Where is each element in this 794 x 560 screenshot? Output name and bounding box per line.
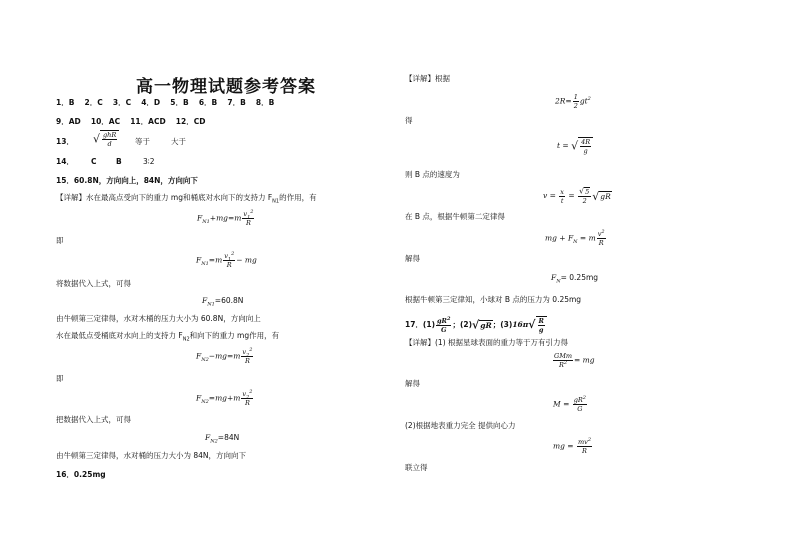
q17-detail: 【详解】(1) 根据星球表面的重力等于万有引力得 [405, 338, 569, 347]
q15-result-2: $F_{N2}=84N$ [205, 433, 240, 445]
q16-de: 得 [405, 116, 413, 125]
q15-ji-1: 即 [56, 236, 64, 245]
q16-newton-3: 根据牛顿第三定律知，小球对 B 点的压力为 0.25mg [405, 295, 582, 304]
q14-answer-c: C [91, 157, 97, 166]
q16-jiede-1: 解得 [405, 254, 420, 263]
q15-newton-2: 由牛顿第三定律得，水对桶的压力大小为 84N，方向向下 [56, 451, 247, 460]
q17-equation-2: M = $\frac{gR^2}{G}$ [553, 394, 586, 413]
q16-result: $F_N= 0.25mg$ [551, 273, 599, 285]
q17-equation-3: mg = $\frac{mv^2}{R}$ [553, 436, 591, 455]
q15-equation-3: $F_{N2}-mg=m$ $\frac{v_2^2}{R}$ [196, 346, 253, 365]
answers-row-2: 9．AD 10．AC 11．ACD 12．CD [56, 117, 206, 126]
q14-answer-b: B [116, 157, 122, 166]
q17-jiede: 解得 [405, 379, 420, 388]
q17-part-2: (2)根据地表重力完全 提供向心力 [405, 421, 516, 430]
q15-newton-1: 由牛顿第三定律得，水对木桶的压力大小为 60.8N，方向向上 [56, 314, 261, 323]
q15-equation-2: $F_{N1}=m$ $\frac{v_1^2}{R}$ − mg [196, 250, 257, 269]
q16-b-speed: 则 B 点的速度为 [405, 170, 460, 179]
q16-equation-3: v = $\frac{x}{t}$ = $\frac{√5}{2}$ √gR [543, 186, 611, 205]
q15-result-1: $F_{N1}=60.8N$ [202, 296, 244, 308]
q13-greater: 大于 [171, 137, 186, 146]
q16-equation-2: t = √ $\frac{4R}{g}$ [557, 137, 593, 155]
q15-detail-1: 【详解】水在最高点受向下的重力 mg和桶底对水向下的支持力 $F_{N1}$的作用，有 [56, 193, 317, 205]
q13-equal: 等于 [135, 137, 150, 146]
q15-equation-4: $F_{N2}=mg+m$ $\frac{v_2^2}{R}$ [196, 388, 253, 407]
q17-equation-1: $\frac{\text{GMm}}{R^2}$ = mg [554, 352, 595, 369]
q15-lowpoint: 水在最低点受桶底对水向上的支持力 $F_{N2}$和向下的重力 mg作用，有 [56, 331, 280, 343]
q14-label: 14． [56, 157, 74, 166]
page-title: 高一物理试题参考答案 [136, 77, 316, 97]
q14-ratio: 3∶2 [143, 157, 155, 166]
q16-answer: 16．0.25mg [56, 470, 106, 479]
q15-ji-2: 即 [56, 374, 64, 383]
q17-lianli: 联立得 [405, 463, 428, 472]
q16-detail: 【详解】根据 [405, 74, 450, 83]
q15-answer: 15．60.8N，方向向上，84N，方向向下 [56, 176, 198, 185]
q15-substitute-1: 将数据代入上式，可得 [56, 279, 131, 288]
q15-substitute-2: 把数据代入上式，可得 [56, 415, 131, 424]
answers-row-1: 1．B 2．C 3．C 4．D 5．B 6．B 7．B 8．B [56, 98, 275, 107]
q16-at-b: 在 B 点，根据牛顿第二定律得 [405, 212, 505, 221]
q17-answer: 17．(1) $\frac{gR^2}{G}$ ；(2)√gR；(3)16π√ $\frac{R}{g}$ [405, 316, 547, 334]
q16-equation-1: 2R= $\frac{1}{2}$ $gt^2$ [555, 93, 591, 110]
q13-formula: √ $\frac{\text{ghR}}{d}$ [93, 130, 119, 148]
q13-label: 13． [56, 137, 74, 146]
q15-equation-1: $F_{N1}+mg=m$ $\frac{v_1^2}{R}$ [197, 208, 254, 227]
q16-equation-4: mg + $F_N = m$ $\frac{v^2}{R}$ [545, 228, 605, 247]
